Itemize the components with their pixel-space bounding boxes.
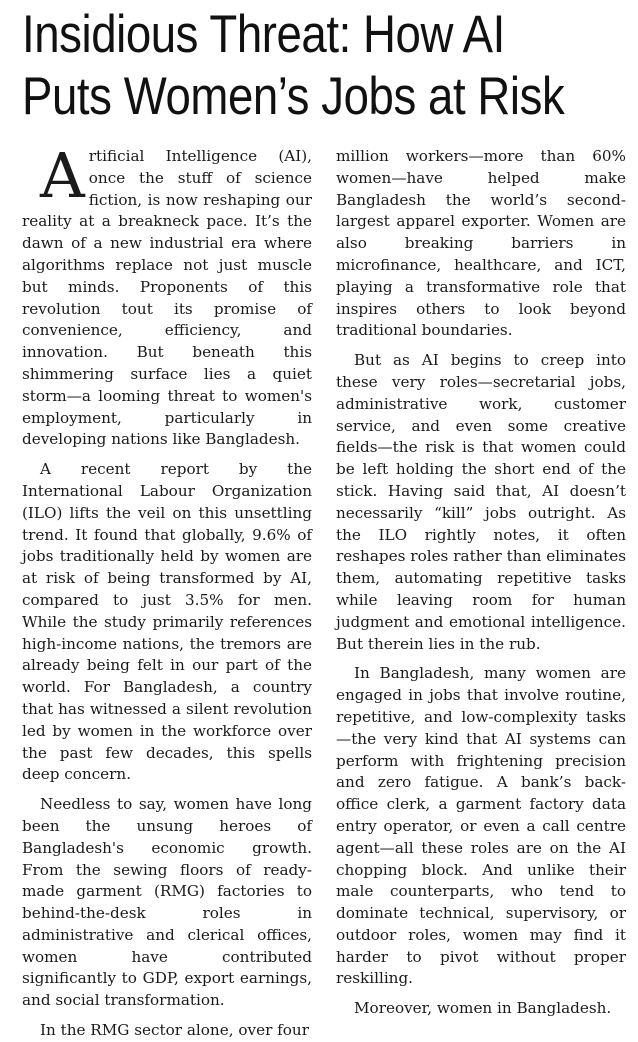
paragraph-intro-text: rtificial Intelligence (AI), once the stuff of science fiction, is now reshaping our reality at a breakneck pace. It’s the dawn of a new industrial era where algorithms replace not just muscle but minds. Proponents of this revolution tout its promise of convenience, efficiency, and innovation. But beneath this shimmering surface lies a quiet storm—a looming threat to women's employment, particularly in developing nations like Bangladesh. <box>22 147 312 449</box>
paragraph-moreover: Moreover, women in Bangladesh. <box>354 999 612 1018</box>
drop-cap: A <box>40 139 85 212</box>
headline-line-1: Insidious Threat: How AI <box>22 5 505 64</box>
paragraph-rmg-continued: million workers—more than 60% women—have helped make Bangladesh the world’s second-largest apparel exporter. Women are also breaking barriers in microfinance, healthcare, and ICT, playing a transformative role that inspires others to look beyond traditional boundaries. <box>336 147 626 340</box>
paragraph-bangladesh-jobs: In Bangladesh, many women are engaged in jobs that involve routine, repetitive, and low-complexity tasks—the very kind that AI systems can perform with frightening precision and zero fatigue. A bank’s back-office clerk, a garment factory data entry operator, or even a call centre agent—all these roles are on the AI chopping block. And unlike their male counterparts, who tend to dominate technical, supervisory, or outdoor roles, women may find it harder to pivot without proper reskilling. <box>336 664 626 988</box>
article-body <box>22 139 628 1042</box>
paragraph-rmg-sector: In the RMG sector alone, over four <box>40 1021 309 1040</box>
headline <box>22 0 624 128</box>
headline-line-2: Puts Women’s Jobs at Risk <box>22 67 565 126</box>
right-column <box>336 146 626 1042</box>
paragraph-intro <box>22 139 312 451</box>
paragraph-ai-roles: But as AI begins to creep into these very roles—secretarial jobs, administrative work, customer service, and even some creative fields—the risk is that women could be left holding the short end of the stick. Having said that, AI doesn’t necessarily “kill” jobs outright. As the ILO rightly notes, it often reshapes roles rather than eliminates them, automating repetitive tasks while leaving room for human judgment and emotional intelligence. But therein lies in the rub. <box>336 351 626 653</box>
paragraph-ilo-report: A recent report by the International Labour Organization (ILO) lifts the veil on this unsettling trend. It found that globally, 9.6% of jobs traditionally held by women are at risk of being transformed by AI, compared to just 3.5% for men. While the study primarily references high-income nations, the tremors are already being felt in our part of the world. For Bangladesh, a country that has witnessed a silent revolution led by women in the workforce over the past few decades, this spells deep concern. <box>22 460 312 784</box>
paragraph-unsung-heroes: Needless to say, women have long been the unsung heroes of Bangladesh's economic growth. From the sewing floors of ready-made garment (RMG) factories to behind-the-desk roles in administrative and clerical offices, women have contributed significantly to GDP, export earnings, and social transformation. <box>22 795 312 1010</box>
left-column <box>22 139 312 1042</box>
